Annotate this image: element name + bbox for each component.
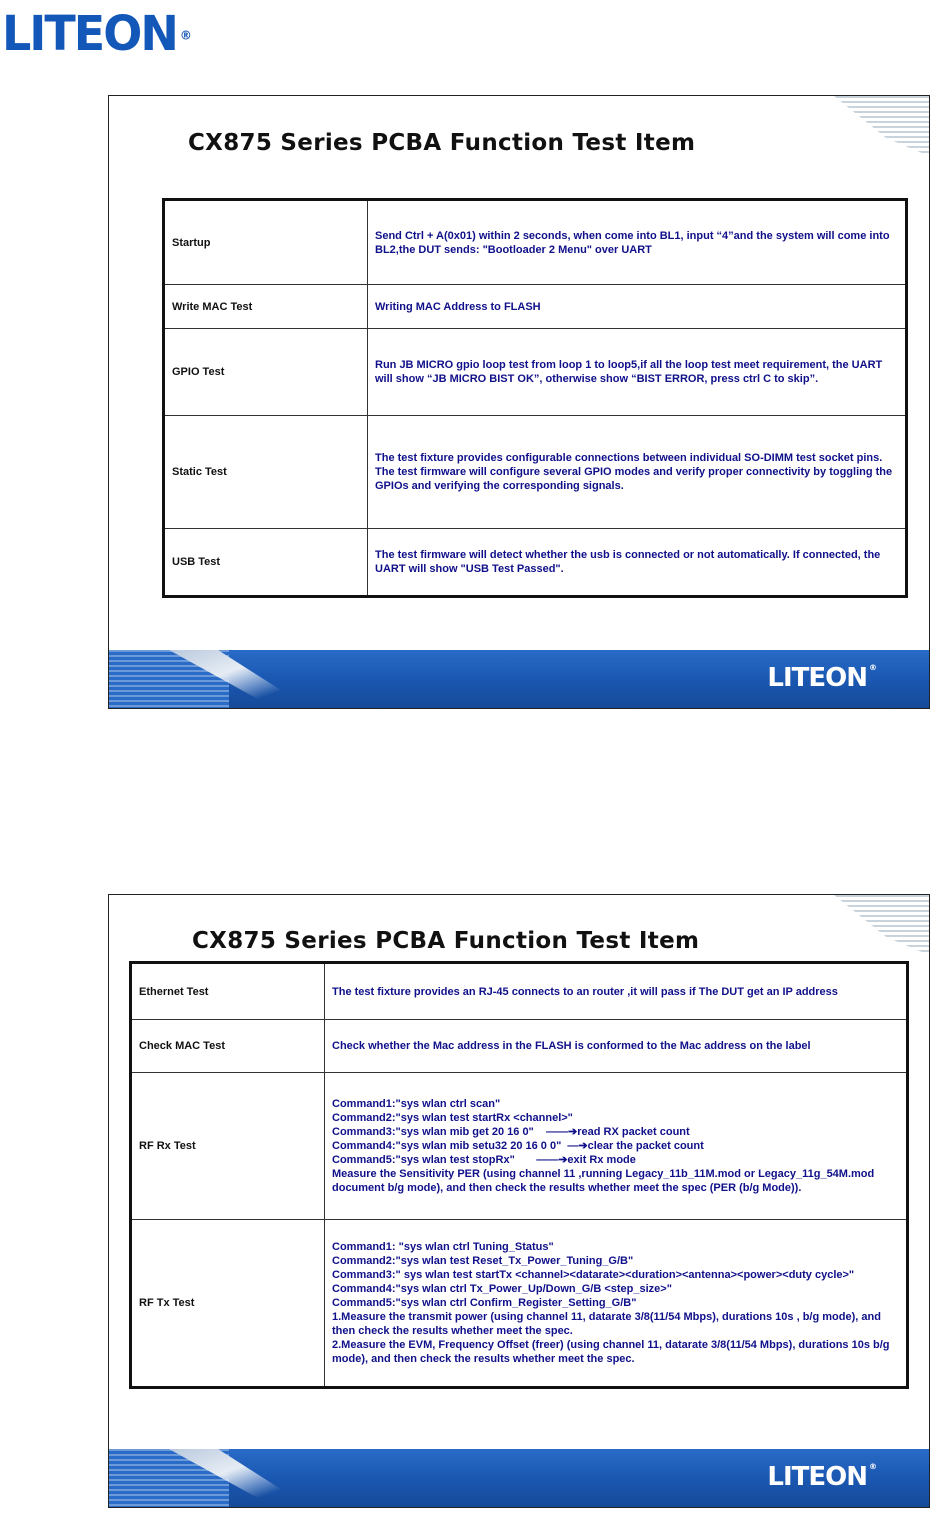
logo-text: LITEON: [2, 4, 177, 62]
test-description: Writing MAC Address to FLASH: [368, 285, 907, 329]
test-item-table: [162, 198, 908, 598]
table-row: [131, 1020, 908, 1073]
slide-footer: [109, 650, 929, 708]
test-name: RF Tx Test: [131, 1220, 325, 1388]
slide-title: CX875 Series PCBA Function Test Item: [188, 130, 696, 156]
table-row: [164, 529, 907, 597]
table-row: [164, 416, 907, 529]
table-row: [131, 963, 908, 1020]
test-item-table: [129, 961, 909, 1389]
test-name: Write MAC Test: [164, 285, 368, 329]
test-name: RF Rx Test: [131, 1073, 325, 1220]
table-row: [164, 329, 907, 416]
slide-2: [108, 894, 930, 1508]
registered-mark: ®: [179, 27, 192, 43]
liteon-logo: [2, 4, 192, 62]
slide-1: [108, 95, 930, 709]
slide-footer: [109, 1449, 929, 1507]
test-description: Command1: "sys wlan ctrl Tuning_Status" Command2:"sys wlan test Reset_Tx_Power_Tuning_G/B" Command3:" sys wlan test startTx <channel><datarate><duration><antenna><power><duty cycle>" Command4:"sys wlan ctrl Tx_Power_Up/Down_G/B <step_size>" Command5:"sys wlan ctrl Confirm_Register_Setting_G/B" 1.Measure the transmit power (using channel 11, datarate 3/8(11/54 Mbps), durations 10s , b/g mode), and then check the results whether meet the spec. 2.Measure the EVM, Frequency Offset (freer) (using channel 11, datarate 3/8(11/54 Mbps), durations 10s b/g mode), and then check the results whether meet the spec.: [325, 1220, 908, 1388]
table-row: [164, 285, 907, 329]
test-description: Send Ctrl + A(0x01) within 2 seconds, when come into BL1, input “4”and the system will come into BL2,the DUT sends: "Bootloader 2 Menu" over UART: [368, 200, 907, 285]
test-name: Static Test: [164, 416, 368, 529]
test-name: Startup: [164, 200, 368, 285]
test-name: Check MAC Test: [131, 1020, 325, 1073]
test-name: USB Test: [164, 529, 368, 597]
table-row: [131, 1073, 908, 1220]
test-description: The test fixture provides configurable connections between individual SO-DIMM test socket pins. The test firmware will configure several GPIO modes and verify proper connectivity by toggling the GPIOs and verifying the corresponding signals.: [368, 416, 907, 529]
test-description: The test firmware will detect whether the usb is connected or not automatically. If connected, the UART will show "USB Test Passed".: [368, 529, 907, 597]
test-description: Run JB MICRO gpio loop test from loop 1 to loop5,if all the loop test meet requirement, the UART will show “JB MICRO BIST OK”, otherwise show “BIST ERROR, press ctrl C to skip”.: [368, 329, 907, 416]
table-row: [131, 1220, 908, 1388]
slide-title: CX875 Series PCBA Function Test Item: [192, 928, 700, 954]
test-name: Ethernet Test: [131, 963, 325, 1020]
table-row: [164, 200, 907, 285]
test-name: GPIO Test: [164, 329, 368, 416]
footer-logo: LITEON ®: [767, 663, 877, 693]
footer-logo: LITEON ®: [767, 1462, 877, 1492]
test-description: Command1:"sys wlan ctrl scan" Command2:"sys wlan test startRx <channel>" Command3:"sys wlan mib get 20 16 0" ——➔read RX packet count Command4:"sys wlan mib setu32 20 16 0 0" —➔clear the packet count Command5:"sys wlan test stopRx" ——➔exit Rx mode Measure the Sensitivity PER (using channel 11 ,running Legacy_11b_11M.mod or Legacy_11g_54M.mod document b/g mode), and then check the results whether meet the spec (PER (b/g Mode)).: [325, 1073, 908, 1220]
test-description: The test fixture provides an RJ-45 connects to an router ,it will pass if The DUT get an IP address: [325, 963, 908, 1020]
test-description: Check whether the Mac address in the FLASH is conformed to the Mac address on the label: [325, 1020, 908, 1073]
